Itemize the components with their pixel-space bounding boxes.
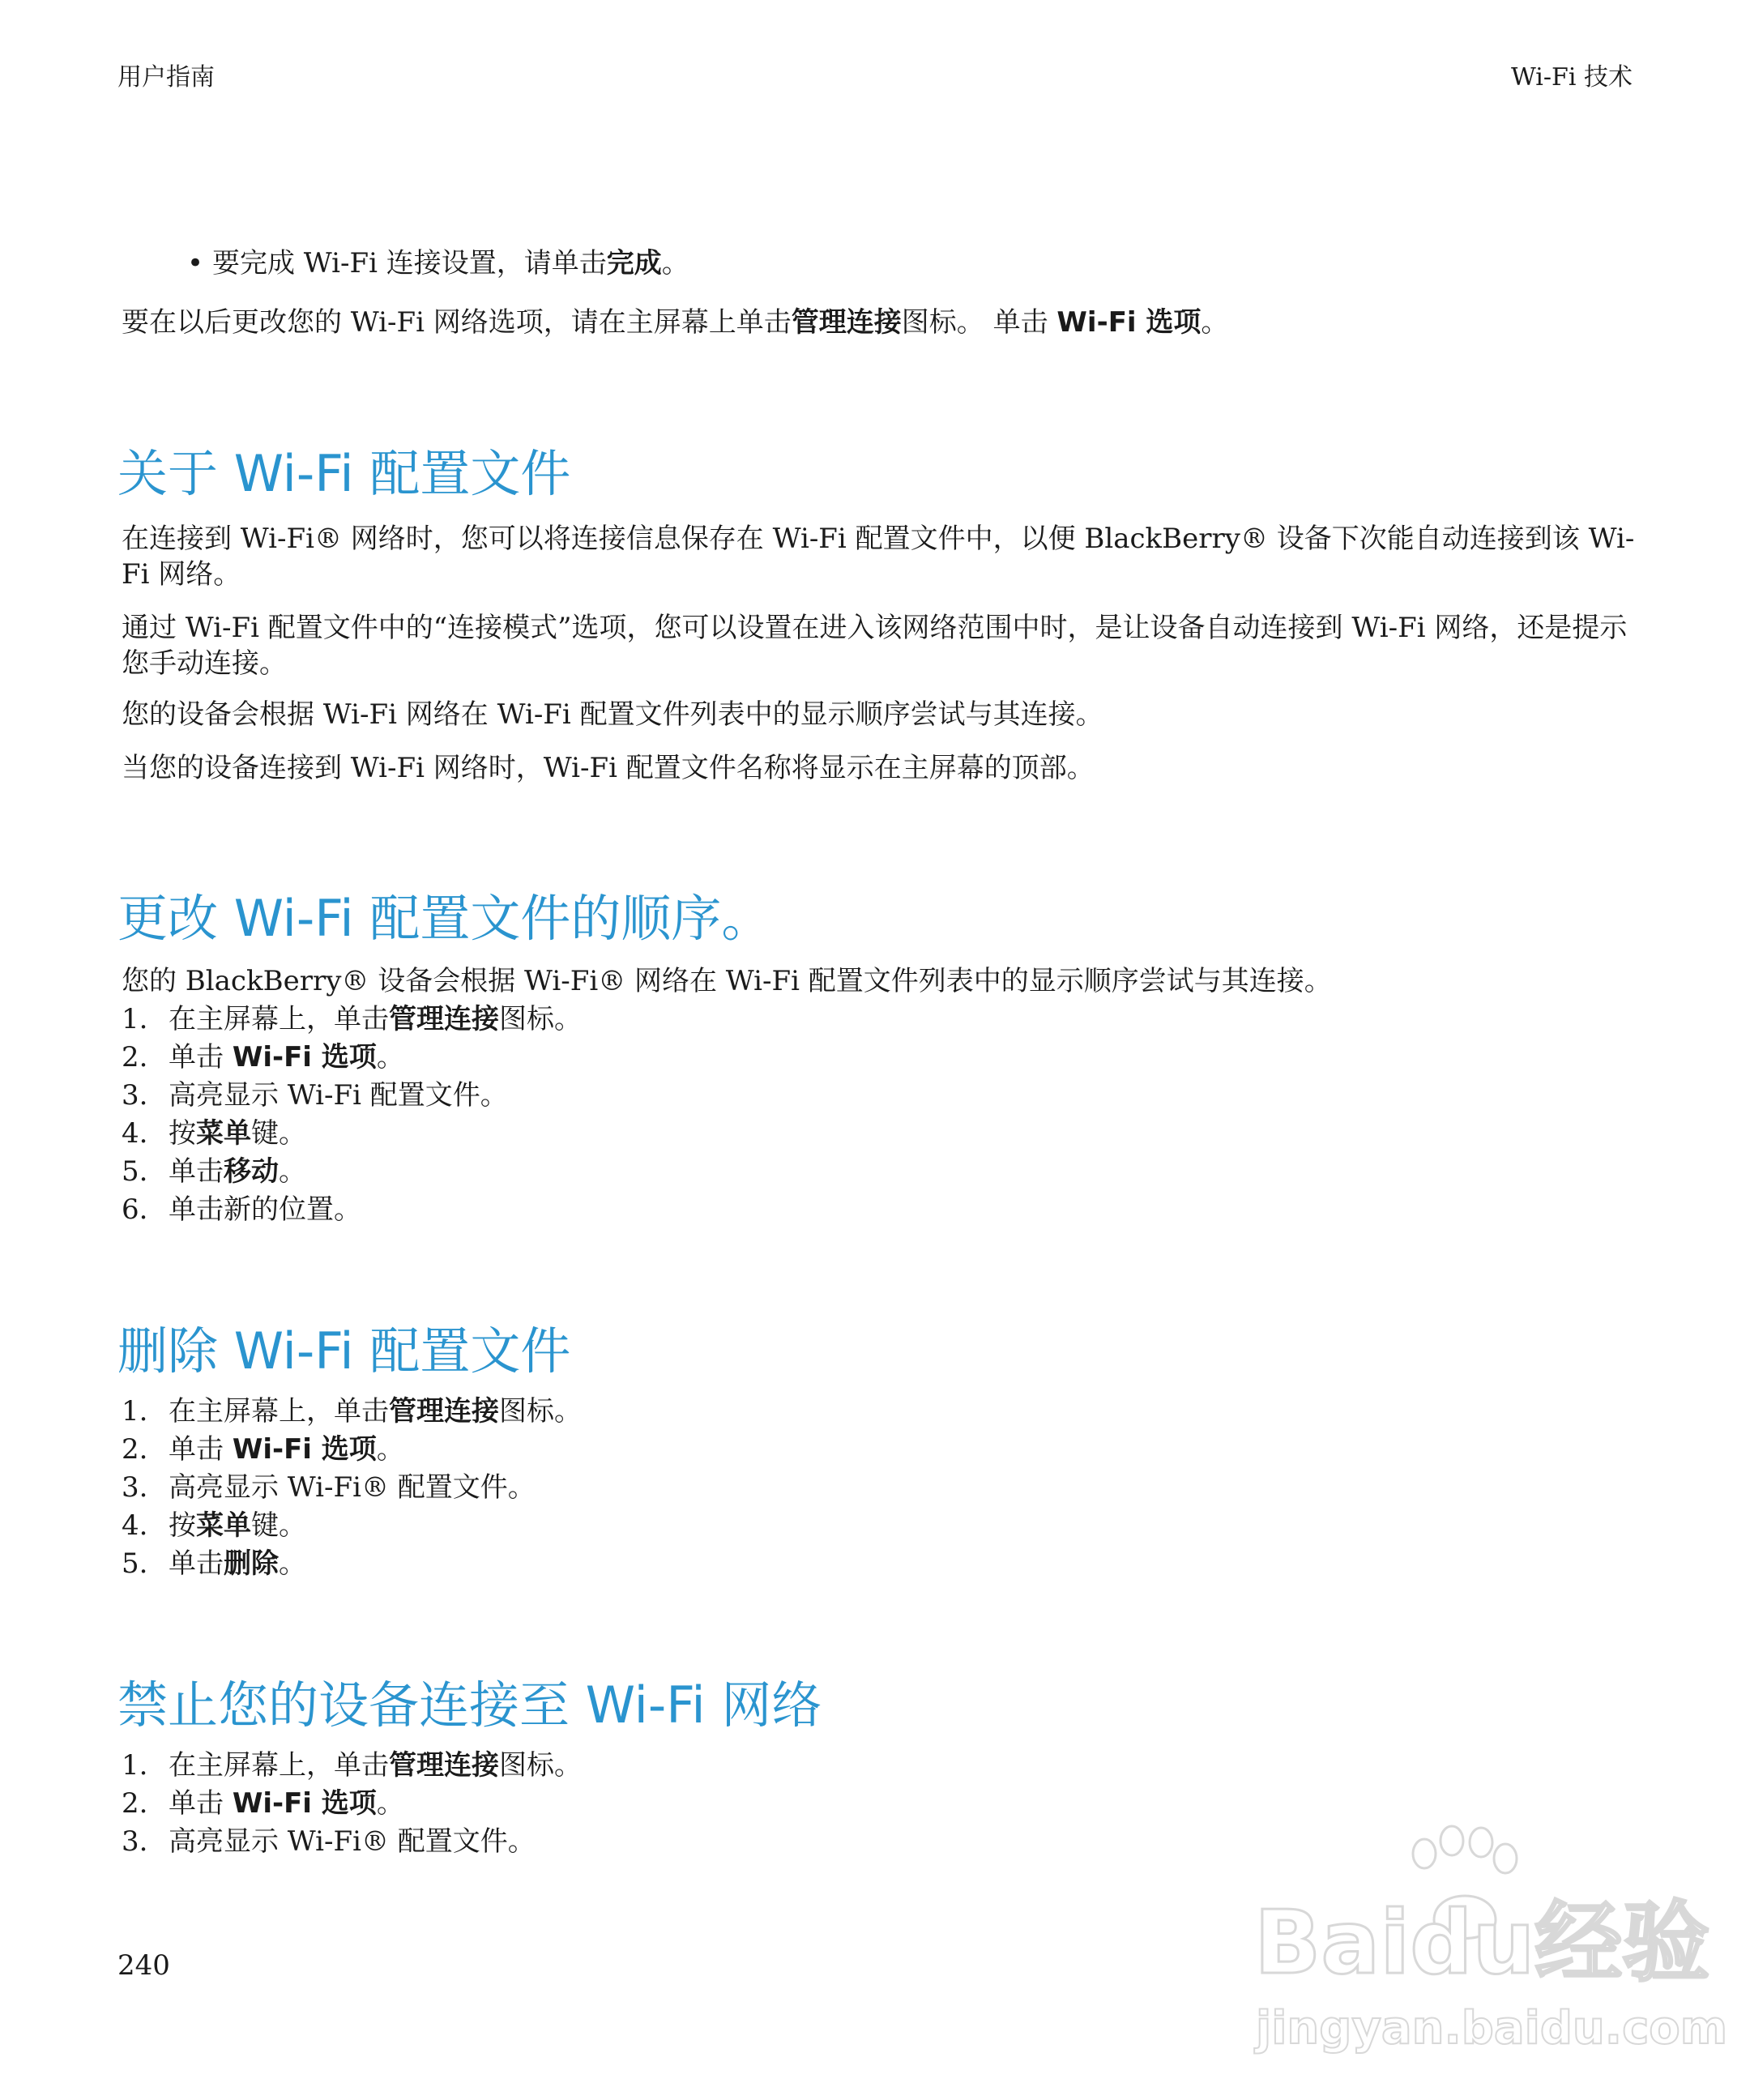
step-number: 5.: [122, 1547, 148, 1580]
list-item: [122, 1192, 1637, 1227]
list-item: [122, 1078, 1637, 1113]
step-text: 单击新的位置。: [169, 1193, 361, 1226]
step-number: 2.: [122, 1433, 148, 1466]
section-title-change-order: 更改 Wi-Fi 配置文件的顺序。: [117, 889, 772, 948]
step-bold: 管理连接: [389, 1003, 499, 1035]
step-text-end: 。: [376, 1433, 404, 1466]
bullet-dot: •: [186, 247, 204, 280]
step-bold: Wi-Fi 选项: [232, 1041, 377, 1073]
section-title-about-profiles: 关于 Wi-Fi 配置文件: [117, 444, 571, 503]
step-text-end: 。: [279, 1547, 306, 1580]
step-text: 在主屏幕上，单击: [169, 1749, 389, 1782]
step-bold: 菜单: [196, 1509, 251, 1542]
step-text: 单击: [169, 1787, 233, 1820]
step-bold: 移动: [224, 1155, 279, 1188]
step-bold: Wi-Fi 选项: [232, 1433, 377, 1466]
step-number: 3.: [122, 1471, 148, 1504]
step-text: 在主屏幕上，单击: [169, 1003, 389, 1035]
step-text-end: 。: [376, 1041, 404, 1073]
step-number: 6.: [122, 1193, 148, 1226]
intro-line-bold1: 管理连接: [791, 306, 902, 339]
step-text: 按: [169, 1117, 196, 1150]
list-item: [122, 1432, 1637, 1467]
section-title-block-connection: 禁止您的设备连接至 Wi-Fi 网络: [117, 1675, 822, 1735]
step-text: 单击: [169, 1155, 224, 1188]
step-bold: 管理连接: [389, 1749, 499, 1782]
step-number: 5.: [122, 1155, 148, 1188]
intro-line-pre: 要在以后更改您的 Wi-Fi 网络选项，请在主屏幕上单击: [122, 306, 792, 339]
s1-paragraph-3: 您的设备会根据 Wi-Fi 网络在 Wi-Fi 配置文件列表中的显示顺序尝试与其连接。: [122, 698, 1103, 731]
step-text-end: 。: [376, 1787, 404, 1820]
step-text-end: 。: [279, 1155, 306, 1188]
running-header-right: Wi-Fi 技术: [1511, 63, 1633, 92]
list-item: [122, 1116, 1637, 1151]
s1-paragraph-2: 通过 Wi-Fi 配置文件中的“连接模式”选项，您可以设置在进入该网络范围中时，是让设备自动连接到 Wi-Fi 网络，还是提示您手动连接。: [122, 612, 1628, 680]
list-item: [122, 1748, 1637, 1783]
list-item: [122, 1508, 1637, 1543]
list-item: [122, 1001, 1637, 1037]
list-item: [122, 1394, 1637, 1429]
list-item: [122, 1039, 1637, 1075]
intro-line: [122, 305, 1637, 340]
running-header-left: 用户指南: [117, 63, 215, 92]
list-item: [122, 1546, 1637, 1581]
intro-line-bold2: Wi-Fi 选项: [1056, 306, 1202, 339]
step-number: 1.: [122, 1749, 148, 1782]
step-bold: 删除: [224, 1547, 279, 1580]
intro-bullet-pre: 要完成 Wi-Fi 连接设置，请单击: [212, 247, 607, 280]
baidu-watermark: [1248, 1823, 1728, 2058]
step-text: 单击: [169, 1547, 224, 1580]
watermark-url: jingyan.baidu.com: [1256, 2002, 1728, 2055]
list-item: [122, 1786, 1637, 1821]
step-text: 单击: [169, 1041, 233, 1073]
intro-bullet: [178, 245, 1637, 281]
step-bold: 菜单: [196, 1117, 251, 1150]
step-text-end: 图标。: [499, 1749, 582, 1782]
intro-line-post: 。: [1201, 306, 1229, 339]
step-text-end: 键。: [251, 1117, 306, 1150]
step-number: 4.: [122, 1509, 148, 1542]
s1-paragraph-1: 在连接到 Wi-Fi® 网络时，您可以将连接信息保存在 Wi-Fi 配置文件中，以便 BlackBerry® 设备下次能自动连接到该 Wi-Fi 网络。: [122, 523, 1635, 591]
s1-paragraph-4: 当您的设备连接到 Wi-Fi 网络时，Wi-Fi 配置文件名称将显示在主屏幕的顶部。: [122, 752, 1095, 784]
section-title-delete-profile: 删除 Wi-Fi 配置文件: [117, 1321, 571, 1381]
step-bold: 管理连接: [389, 1395, 499, 1428]
step-number: 1.: [122, 1395, 148, 1428]
step-number: 4.: [122, 1117, 148, 1150]
watermark-logo-text: Baidu经验: [1254, 1893, 1710, 1994]
step-number: 2.: [122, 1041, 148, 1073]
list-item: [122, 1470, 1637, 1505]
list-item: [122, 1154, 1637, 1189]
step-text: 高亮显示 Wi-Fi 配置文件。: [169, 1079, 508, 1112]
step-number: 3.: [122, 1079, 148, 1112]
step-text: 在主屏幕上，单击: [169, 1395, 389, 1428]
step-bold: Wi-Fi 选项: [232, 1787, 377, 1820]
intro-bullet-post: 。: [661, 247, 689, 280]
page-number: 240: [117, 1949, 170, 1982]
s2-intro: 您的 BlackBerry® 设备会根据 Wi-Fi® 网络在 Wi-Fi 配置文件列表中的显示顺序尝试与其连接。: [122, 965, 1332, 997]
step-text-end: 键。: [251, 1509, 306, 1542]
step-text: 高亮显示 Wi-Fi® 配置文件。: [169, 1471, 536, 1504]
step-text-end: 图标。: [499, 1003, 582, 1035]
intro-line-mid: 图标。 单击: [901, 306, 1057, 339]
intro-bullet-bold: 完成: [606, 247, 662, 280]
step-text-end: 图标。: [499, 1395, 582, 1428]
step-number: 3.: [122, 1825, 148, 1858]
step-text: 高亮显示 Wi-Fi® 配置文件。: [169, 1825, 536, 1858]
step-number: 1.: [122, 1003, 148, 1035]
step-number: 2.: [122, 1787, 148, 1820]
step-text: 单击: [169, 1433, 233, 1466]
step-text: 按: [169, 1509, 196, 1542]
